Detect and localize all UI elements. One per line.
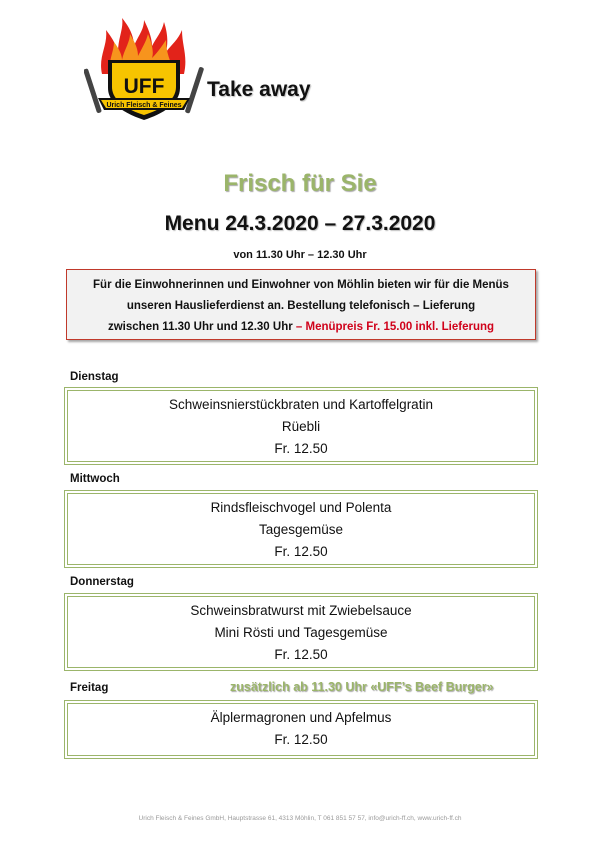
day-label-dienstag: Dienstag (70, 371, 119, 383)
menu-title: Menu 24.3.2020 – 27.3.2020 (164, 212, 436, 235)
take-away-title: Take away (207, 78, 311, 101)
notice-line: Für die Einwohnerinnen und Einwohner von Möhlin bieten wir für die Menüs (93, 279, 509, 291)
svg-text:UFF: UFF (123, 75, 165, 98)
delivery-notice (66, 269, 536, 340)
burger-note: zusätzlich ab 11.30 Uhr «UFF’s Beef Burger» (230, 680, 494, 694)
notice-text: zwischen 11.30 Uhr und 12.30 Uhr (107, 321, 293, 333)
headline: Frisch für Sie (223, 170, 377, 197)
dish-name: Rindsfleischvogel und Polenta (210, 500, 392, 515)
dish-price: Fr. 12.50 (274, 441, 328, 456)
fork-icon (84, 68, 102, 113)
day-label-donnerstag: Donnerstag (70, 576, 134, 588)
dish-price: Fr. 12.50 (274, 647, 328, 662)
dish-name: Schweinsbratwurst mit Zwiebelsauce (190, 603, 412, 618)
uff-logo (84, 16, 204, 132)
menu-price-note: – Menüpreis Fr. 15.00 inkl. Lieferung (292, 321, 495, 333)
dish-name: Schweinsnierstückbraten und Kartoffelgratin (169, 397, 433, 412)
dish-side: Mini Rösti und Tagesgemüse (214, 625, 388, 640)
dish-price: Fr. 12.50 (274, 732, 328, 747)
dish-side: Tagesgemüse (258, 522, 344, 537)
day-label-freitag: Freitag (70, 682, 109, 694)
menu-box-mittwoch (64, 490, 538, 568)
footer-address: Urich Fleisch & Feines GmbH, Hauptstrasse 61, 4313 Möhlin, T 061 851 57 57, info@urich-ff.ch, www.urich-ff.ch (138, 815, 462, 822)
knife-icon (185, 67, 204, 114)
svg-text:Urich Fleisch & Feines: Urich Fleisch & Feines (106, 102, 182, 109)
menu-box-freitag (64, 700, 538, 759)
notice-line (73, 317, 529, 338)
dish-price: Fr. 12.50 (274, 544, 328, 559)
notice-line: unseren Hauslieferdienst an. Bestellung telefonisch – Lieferung (126, 300, 476, 312)
dish-side: Rüebli (281, 419, 321, 434)
menu-box-dienstag (64, 387, 538, 465)
day-label-mittwoch: Mittwoch (70, 473, 120, 485)
menu-box-donnerstag (64, 593, 538, 671)
service-hours: von 11.30 Uhr – 12.30 Uhr (233, 249, 367, 261)
dish-name: Älplermagronen und Apfelmus (210, 710, 392, 725)
